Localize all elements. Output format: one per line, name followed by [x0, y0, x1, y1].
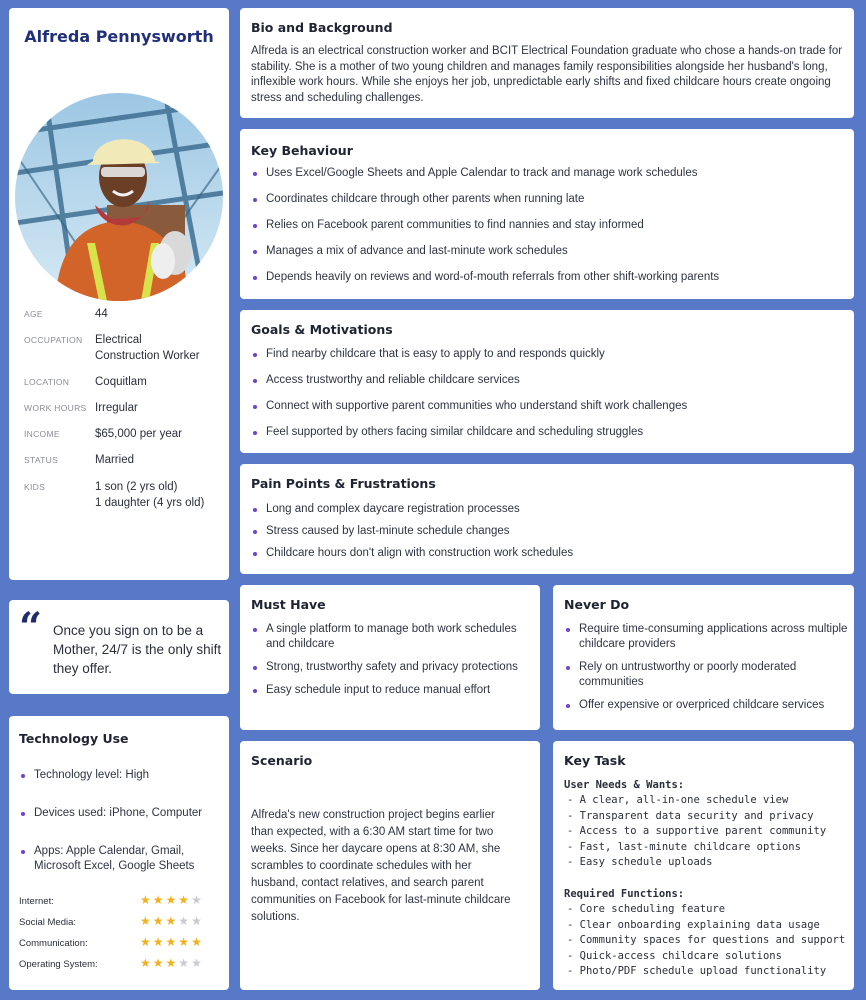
pain-points-card — [240, 464, 854, 574]
star-rating-icon — [140, 956, 204, 970]
scenario-text: Alfreda's new construction project begins earlier than expected, with a 6:30 AM start time for two weeks. Since her daycare opens at 8:30 AM, she scrambles to coordinate schedules with her husband, contact relatives, and search parent communities on Facebook for last-minute childcare solutions. — [251, 809, 511, 923]
quote-card — [9, 600, 229, 694]
detail-value: 1 son (2 yrs old) 1 daughter (4 yrs old) — [95, 481, 205, 509]
star-filled-icon: ★ — [191, 935, 204, 949]
star-empty-icon: ★ — [191, 956, 204, 970]
list-item: Connect with supportive parent communities who understand shift work challenges — [251, 399, 687, 414]
quote-mark-icon: “ — [19, 604, 43, 651]
detail-label: OCCUPATION — [24, 335, 83, 345]
star-filled-icon: ★ — [178, 935, 192, 949]
list-item: - Fast, last-minute childcare options — [567, 840, 826, 856]
list-item: Offer expensive or overpriced childcare services — [564, 698, 849, 713]
scenario-card — [240, 741, 540, 990]
rating-communication — [19, 937, 219, 951]
never-do-title: Never Do — [564, 597, 630, 612]
detail-label: INCOME — [24, 429, 60, 439]
detail-value: Irregular — [95, 402, 138, 414]
rating-label: Operating System: — [19, 959, 98, 970]
must-have-title: Must Have — [251, 597, 326, 612]
list-item: - Community spaces for questions and support — [567, 933, 845, 949]
star-empty-icon: ★ — [178, 956, 192, 970]
list-item: - Clear onboarding explaining data usage — [567, 918, 845, 934]
rating-social-media — [19, 916, 219, 930]
star-filled-icon: ★ — [165, 914, 179, 928]
persona-name: Alfreda Pennysworth — [24, 27, 214, 46]
goals-card — [240, 310, 854, 453]
rating-internet — [19, 895, 219, 909]
bio-text: Alfreda is an electrical construction worker and BCIT Electrical Foundation graduate who chose a hands-on trade for stability. She is a mother of two young children and manages family responsibilities alongside her husband's long, inflexible work hours. While she enjoys her job, unpredictable early shifts and fixed childcare hours create ongoing stress and scheduling challenges. — [251, 45, 843, 104]
star-empty-icon: ★ — [178, 914, 192, 928]
list-item: Strong, trustworthy safety and privacy protections — [251, 660, 531, 675]
list-item: - Photo/PDF schedule upload functionality — [567, 964, 845, 980]
star-filled-icon: ★ — [152, 935, 166, 949]
detail-label: KIDS — [24, 482, 46, 492]
detail-label: WORK HOURS — [24, 403, 87, 413]
star-rating-icon — [140, 914, 204, 928]
star-filled-icon: ★ — [178, 893, 192, 907]
never-do-list — [564, 622, 849, 721]
rating-label: Internet: — [19, 896, 54, 907]
star-filled-icon: ★ — [152, 956, 166, 970]
list-item: Easy schedule input to reduce manual effort — [251, 683, 531, 698]
detail-value: Married — [95, 454, 134, 466]
list-item: Devices used: iPhone, Computer — [19, 806, 224, 821]
list-item: - Easy schedule uploads — [567, 855, 826, 871]
rating-label: Social Media: — [19, 917, 77, 928]
pain-points-list — [251, 502, 573, 568]
technology-list — [19, 768, 224, 897]
detail-value: Electrical Construction Worker — [95, 334, 200, 362]
list-item: Coordinates childcare through other parents when running late — [251, 192, 719, 207]
detail-value: Coquitlam — [95, 376, 147, 388]
list-item: - Quick-access childcare solutions — [567, 949, 845, 965]
star-rating-icon — [140, 935, 204, 949]
list-item: Stress caused by last-minute schedule changes — [251, 524, 573, 539]
list-item: Long and complex daycare registration processes — [251, 502, 573, 517]
technology-card — [9, 716, 229, 990]
rating-label: Communication: — [19, 938, 88, 949]
detail-label: STATUS — [24, 455, 59, 465]
list-item: Relies on Facebook parent communities to find nannies and stay informed — [251, 218, 719, 233]
list-item: Feel supported by others facing similar childcare and scheduling struggles — [251, 425, 687, 440]
pain-points-title: Pain Points & Frustrations — [251, 476, 436, 491]
key-behaviour-card — [240, 129, 854, 299]
star-filled-icon: ★ — [165, 935, 179, 949]
list-item: Require time-consuming applications across multiple childcare providers — [564, 622, 849, 652]
list-item: Find nearby childcare that is easy to apply to and responds quickly — [251, 347, 687, 362]
list-item: - Access to a supportive parent community — [567, 824, 826, 840]
list-item: Technology level: High — [19, 768, 224, 783]
star-filled-icon: ★ — [165, 956, 179, 970]
list-item: Apps: Apple Calendar, Gmail, Microsoft Excel, Google Sheets — [19, 844, 224, 874]
key-behaviour-list — [251, 166, 719, 296]
key-task-card — [553, 741, 854, 990]
bio-card — [240, 8, 854, 118]
quote-text: Once you sign on to be a Mother, 24/7 is the only shift they offer. — [53, 623, 222, 676]
must-have-list — [251, 622, 531, 706]
rating-operating-system — [19, 958, 219, 972]
star-filled-icon: ★ — [140, 893, 153, 907]
list-item: A single platform to manage both work schedules and childcare — [251, 622, 531, 652]
list-item: - Transparent data security and privacy — [567, 809, 826, 825]
list-item: Uses Excel/Google Sheets and Apple Calendar to track and manage work schedules — [251, 166, 719, 181]
detail-label: AGE — [24, 309, 43, 319]
scenario-title: Scenario — [251, 753, 313, 768]
list-item: Access trustworthy and reliable childcare services — [251, 373, 687, 388]
star-filled-icon: ★ — [140, 956, 153, 970]
key-task-title: Key Task — [564, 753, 626, 768]
star-rating-icon — [140, 893, 204, 907]
bio-title: Bio and Background — [251, 20, 393, 35]
list-item: - A clear, all-in-one schedule view — [567, 793, 826, 809]
goals-list — [251, 347, 687, 451]
star-filled-icon: ★ — [140, 914, 153, 928]
star-filled-icon: ★ — [152, 893, 166, 907]
technology-title: Technology Use — [19, 731, 129, 746]
key-behaviour-title: Key Behaviour — [251, 143, 353, 158]
star-filled-icon: ★ — [165, 893, 179, 907]
list-item: - Core scheduling feature — [567, 902, 845, 918]
profile-card — [9, 8, 229, 580]
star-empty-icon: ★ — [191, 914, 204, 928]
list-item: Childcare hours don't align with construction work schedules — [251, 546, 573, 561]
detail-label: LOCATION — [24, 377, 70, 387]
functions-heading: Required Functions: — [564, 888, 685, 900]
goals-title: Goals & Motivations — [251, 322, 393, 337]
needs-heading: User Needs & Wants: — [564, 779, 685, 791]
needs-list — [567, 793, 826, 871]
detail-value: $65,000 per year — [95, 428, 182, 440]
star-filled-icon: ★ — [140, 935, 153, 949]
must-have-card — [240, 585, 540, 730]
persona-photo — [15, 93, 223, 301]
list-item: Rely on untrustworthy or poorly moderated communities — [564, 660, 849, 690]
star-filled-icon: ★ — [152, 914, 166, 928]
functions-list — [567, 902, 845, 980]
never-do-card — [553, 585, 854, 730]
star-empty-icon: ★ — [191, 893, 204, 907]
list-item: Depends heavily on reviews and word-of-mouth referrals from other shift-working parents — [251, 270, 719, 285]
list-item: Manages a mix of advance and last-minute work schedules — [251, 244, 719, 259]
detail-value: 44 — [95, 308, 108, 320]
